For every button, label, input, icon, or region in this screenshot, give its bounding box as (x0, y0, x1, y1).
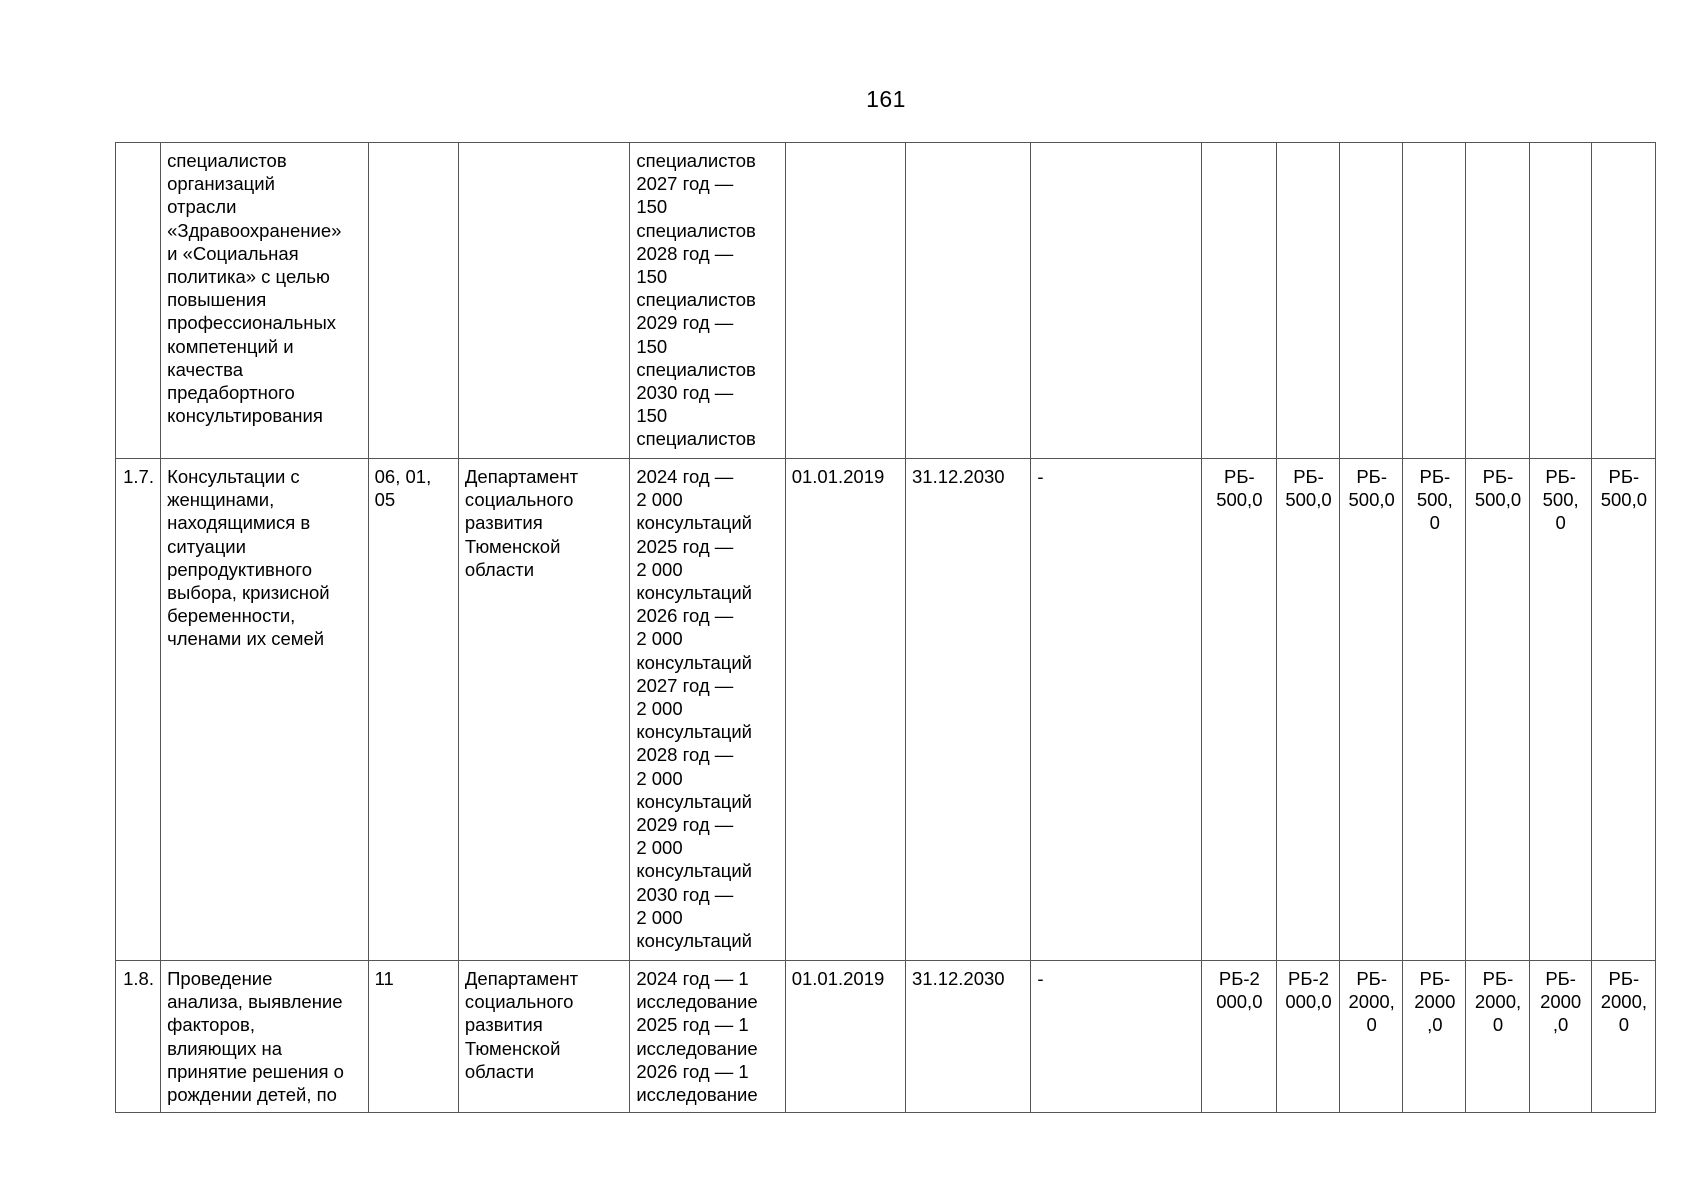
event-codes: 11 (368, 961, 458, 1113)
funding-cell (1529, 143, 1591, 459)
funding-cell: РБ- 500,0 (1201, 459, 1276, 961)
funding-cell: РБ- 500,0 (1276, 459, 1339, 961)
event-executor (458, 143, 629, 459)
funding-cell: РБ- 500,0 (1591, 459, 1655, 961)
event-name: Проведение анализа, выявление факторов, влияющих на принятие решения о рождении детей, по (161, 961, 369, 1113)
funding-cell: РБ- 2000, 0 (1466, 961, 1529, 1113)
funding-cell: РБ- 500,0 (1340, 459, 1403, 961)
funding-cell (1403, 143, 1466, 459)
page-number: 161 (866, 86, 906, 112)
funding-cell (1340, 143, 1403, 459)
funding-cell: РБ- 2000 ,0 (1403, 961, 1466, 1113)
funding-cell: РБ- 2000, 0 (1340, 961, 1403, 1113)
event-note: - (1031, 961, 1201, 1113)
end-date: 31.12.2030 (906, 459, 1031, 961)
row-number (116, 143, 161, 459)
funding-cell (1591, 143, 1655, 459)
row-number: 1.8. (116, 961, 161, 1113)
funding-cell: РБ-2 000,0 (1201, 961, 1276, 1113)
funding-cell: РБ- 2000, 0 (1591, 961, 1655, 1113)
row-number: 1.7. (116, 459, 161, 961)
table-row (116, 961, 1656, 1113)
funding-cell (1466, 143, 1529, 459)
end-date (906, 143, 1031, 459)
event-name: Консультации с женщинами, находящимися в ситуации репродуктивного выбора, кризисной беременности, членами их семей (161, 459, 369, 961)
event-codes: 06, 01, 05 (368, 459, 458, 961)
event-indicators: 2024 год — 1 исследование 2025 год — 1 исследование 2026 год — 1 исследование (630, 961, 785, 1113)
funding-cell (1276, 143, 1339, 459)
event-executor: Департамент социального развития Тюменской области (458, 459, 629, 961)
start-date: 01.01.2019 (785, 961, 905, 1113)
table-row (116, 143, 1656, 459)
funding-cell (1201, 143, 1276, 459)
start-date (785, 143, 905, 459)
funding-cell: РБ- 500, 0 (1403, 459, 1466, 961)
end-date: 31.12.2030 (906, 961, 1031, 1113)
event-note: - (1031, 459, 1201, 961)
start-date: 01.01.2019 (785, 459, 905, 961)
event-executor: Департамент социального развития Тюменской области (458, 961, 629, 1113)
event-name: специалистов организаций отрасли «Здравоохранение» и «Социальная политика» с целью повышения профессиональных компетенций и качества предабортного консультирования (161, 143, 369, 459)
funding-cell: РБ- 2000 ,0 (1529, 961, 1591, 1113)
funding-cell: РБ- 500, 0 (1529, 459, 1591, 961)
funding-cell: РБ-2 000,0 (1276, 961, 1339, 1113)
event-note (1031, 143, 1201, 459)
funding-cell: РБ- 500,0 (1466, 459, 1529, 961)
event-indicators: 2024 год — 2 000 консультаций 2025 год — 2 000 консультаций 2026 год — 2 000 консультаций 2027 год — 2 000 консультаций 2028 год — 2 000 консультаций 2029 год — 2 000 консультаций 2030 год — 2 000 консультаций (630, 459, 785, 961)
table-row (116, 459, 1656, 961)
event-indicators: специалистов 2027 год — 150 специалистов 2028 год — 150 специалистов 2029 год — 150 специалистов 2030 год — 150 специалистов (630, 143, 785, 459)
program-table (115, 142, 1656, 1113)
event-codes (368, 143, 458, 459)
